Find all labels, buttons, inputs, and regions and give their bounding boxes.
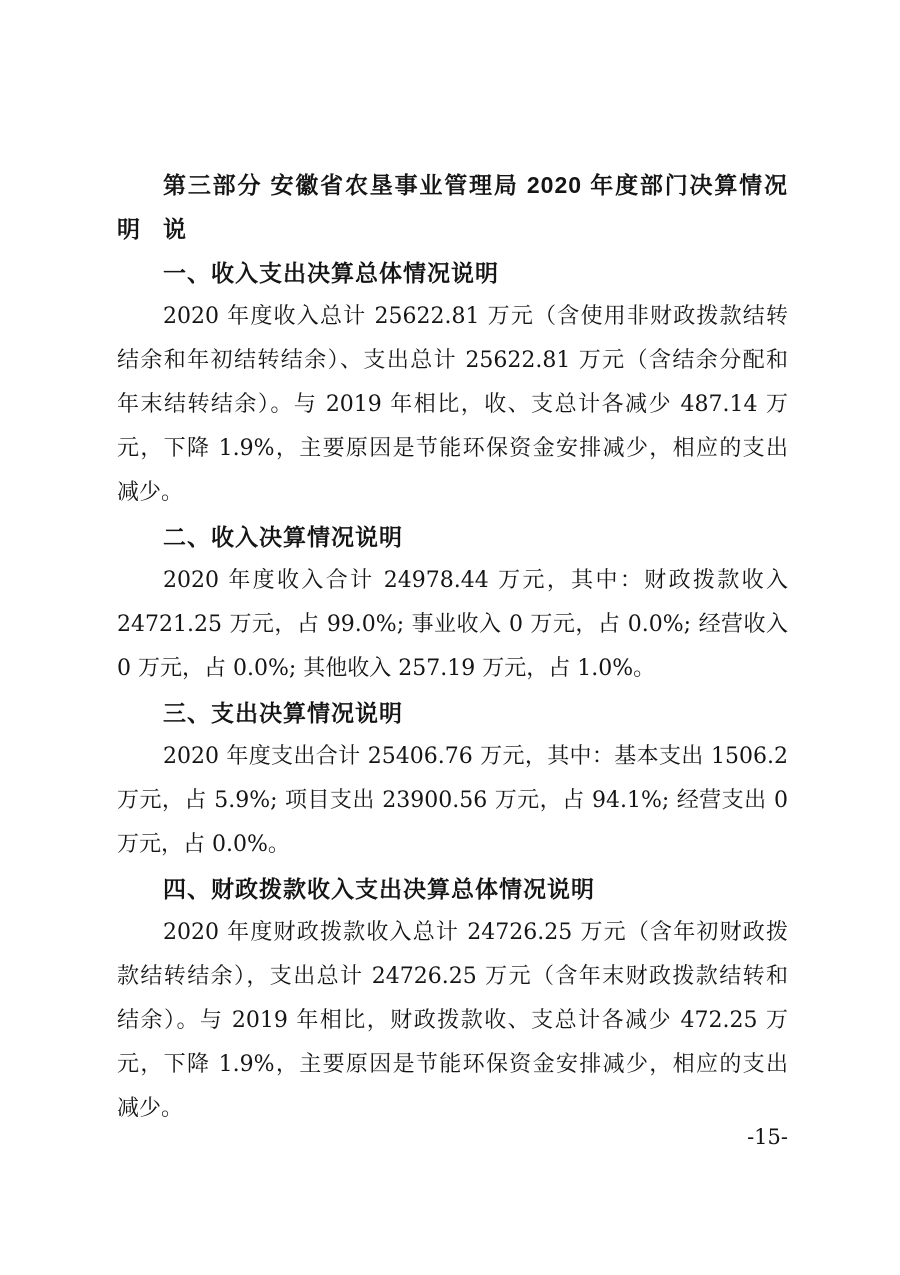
section-heading-1-line-1: 一、收入支出决算总体情况说明 <box>163 260 499 286</box>
section-4-paragraph-line-4: 元，下降 1.9%，主要原因是节能环保资金安排减少，相应的支出 <box>117 1052 788 1077</box>
section-1-paragraph-line-2: 结余和年初结转结余）、支出总计 25622.81 万元（含结余分配和 <box>117 348 788 373</box>
section-heading-3-line-1: 三、支出决算情况说明 <box>163 700 403 726</box>
section-3-paragraph-line-1: 2020 年度支出合计 25406.76 万元，其中：基本支出 1506.2 <box>163 744 788 769</box>
section-2-paragraph-line-3: 0 万元，占 0.0%; 其他收入 257.19 万元，占 1.0%。 <box>117 656 656 681</box>
section-4-paragraph-line-5: 减少。 <box>117 1096 184 1121</box>
section-3-paragraph-line-3: 万元，占 0.0%。 <box>117 832 290 857</box>
section-4-paragraph-line-2: 款结转结余），支出总计 24726.25 万元（含年末财政拨款结转和 <box>117 964 788 989</box>
section-2-paragraph-line-1: 2020 年度收入合计 24978.44 万元，其中：财政拨款收入 <box>163 568 788 593</box>
section-2-paragraph-line-2: 24721.25 万元，占 99.0%; 事业收入 0 万元，占 0.0%; 经营收入 <box>117 612 788 637</box>
section-1-paragraph-line-3: 年末结转结余）。与 2019 年相比，收、支总计各减少 487.14 万 <box>117 392 788 417</box>
section-1-paragraph-line-4: 元，下降 1.9%，主要原因是节能环保资金安排减少，相应的支出 <box>117 436 788 461</box>
section-heading-4-line-1: 四、财政拨款收入支出决算总体情况说明 <box>163 876 595 902</box>
document-title-line-1: 第三部分 安徽省农垦事业管理局 2020 年度部门决算情况说 <box>163 172 788 242</box>
section-4-paragraph-line-1: 2020 年度财政拨款收入总计 24726.25 万元（含年初财政拨 <box>163 920 788 945</box>
page-number: -15- <box>747 1125 788 1149</box>
section-4-paragraph-line-3: 结余）。与 2019 年相比，财政拨款收、支总计各减少 472.25 万 <box>117 1008 788 1033</box>
document-title-line-2: 明 <box>117 216 141 242</box>
section-1-paragraph-line-5: 减少。 <box>117 480 184 505</box>
section-3-paragraph-line-2: 万元，占 5.9%; 项目支出 23900.56 万元，占 94.1%; 经营支出 0 <box>117 788 788 813</box>
document-body <box>117 163 788 1131</box>
section-heading-2-line-1: 二、收入决算情况说明 <box>163 524 403 550</box>
section-1-paragraph-line-1: 2020 年度收入总计 25622.81 万元（含使用非财政拨款结转 <box>163 304 788 329</box>
